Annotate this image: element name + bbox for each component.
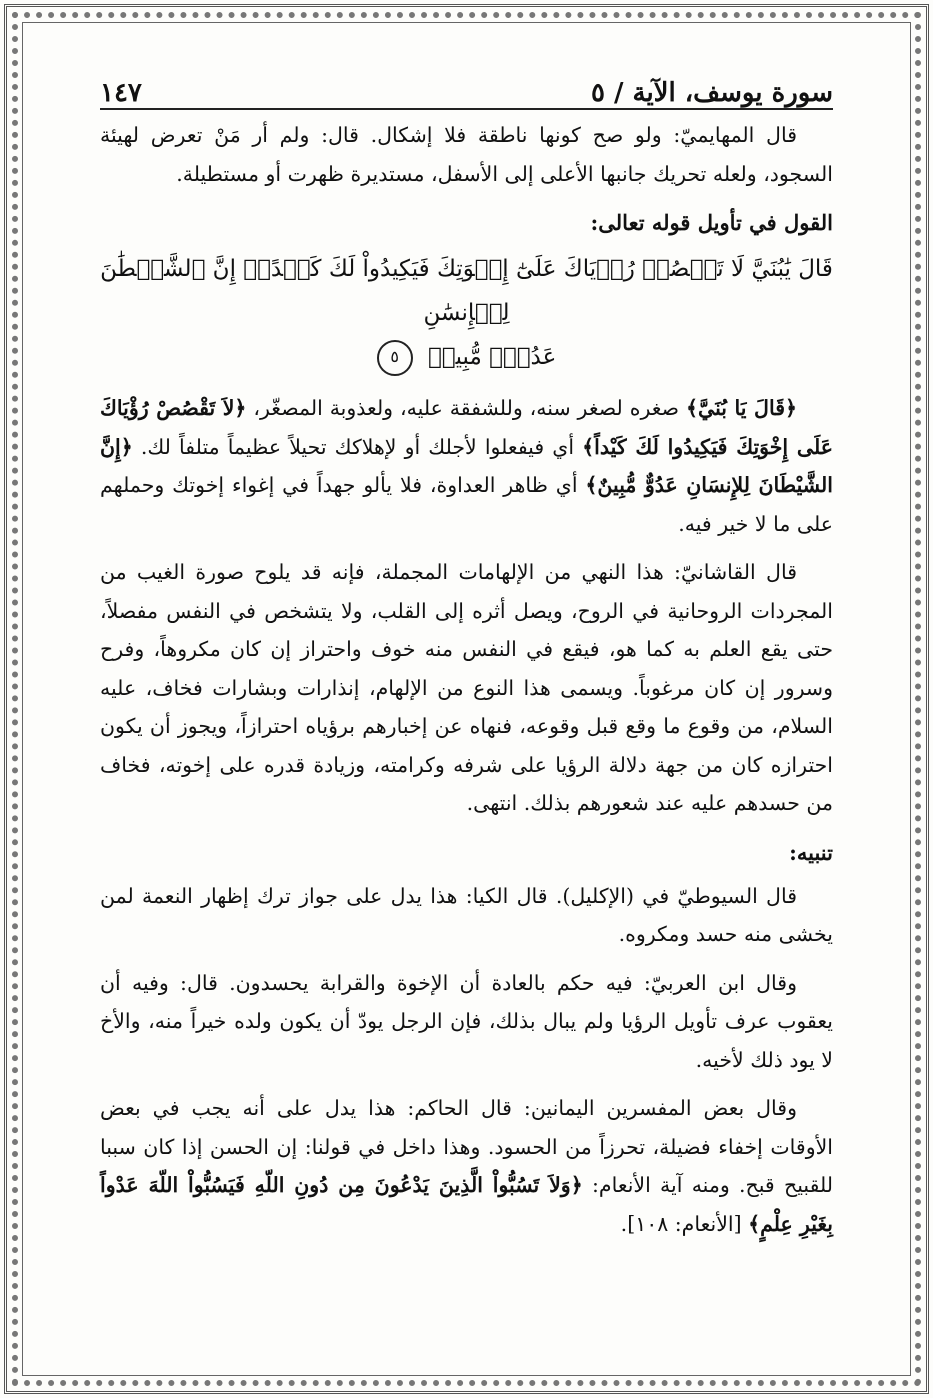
yamanin-text-1: وقال بعض المفسرين اليمانين: قال الحاكم: هذا يدل على أنه يجب في بعض الأوقات إخفاء فضيلة، تحرزاً من الحسود. وهذا داخل في قولنا: إن الحسن إذا كان سببا للقبيح قبح. ومنه آية الأنعام: [100, 1096, 833, 1197]
running-title: سورة يوسف، الآية / ٥ [590, 78, 833, 108]
paragraph-ibn-arabi: وقال ابن العربيّ: فيه حكم بالعادة أن الإخوة والقرابة يحسدون. قال: وفيه أن يعقوب عرف تأويل الرؤيا ولم يبال بذلك، فإن الرجل يودّ أن يكون ولده خيراً منه، والأخ لا يود ذلك لأخيه. [100, 970, 833, 1072]
commentary-text-2: أي فيفعلوا لأجلك أو لإهلاكك تحيلاً عظيماً متلفاً لك. [132, 434, 583, 459]
yamanin-text-2: [الأنعام: ١٠٨]. [620, 1211, 749, 1236]
quote-la-taqsus: ﴿لاَ تَقْصُصْ رُؤْيَاكَ عَلَى إِخْوَتِكَ فَيَكِيدُوا لَكَ كَيْداً﴾ [100, 396, 833, 459]
paragraph-mahaimi: قال المهايميّ: ولو صح كونها ناطقة فلا إشكال. قال: ولم أر مَنْ تعرض لهيئة السجود، ولعله تحريك جانبها الأعلى إلى الأسفل، مستديرة ظهرت أو مستطيلة. [100, 123, 833, 186]
commentary-text-1: صغره لصغر سنه، وللشفقة عليه، ولعذوبة المصغّر، [246, 396, 686, 420]
verse-line-1: قَالَ يَٰبُنَيَّ لَا تَقۡصُصۡ رُءۡيَاكَ عَلَىٰٓ إِخۡوَتِكَ فَيَكِيدُواْ لَكَ كَيۡدًاۖ إِنَّ ٱلشَّيۡطَٰنَ لِلۡإِنسَٰنِ [100, 256, 833, 326]
paragraph-suyuti: قال السيوطيّ في (الإكليل). قال الكيا: هذا يدل على جواز ترك إظهار النعمة لمن يخشى منه حسد ومكروه. [100, 883, 833, 946]
page-content [100, 110, 833, 1243]
quran-verse [100, 247, 833, 379]
paragraph-commentary [100, 389, 833, 543]
section-heading-tawil: القول في تأويل قوله تعالى: [590, 210, 833, 235]
book-page [100, 62, 833, 1338]
verse-line-2-text: عَدُوّٞ مُّبِينٞ [427, 344, 557, 370]
section-heading-tanbih: تنبيه: [789, 839, 833, 865]
quote-al-anam: ﴿وَلاَ تَسُبُّواْ الَّذِينَ يَدْعُونَ مِن دُونِ اللّهِ فَيَسُبُّواْ اللّهَ عَدْواً بِغَيْرِ عِلْمٍ﴾ [100, 1173, 833, 1236]
paragraph-qashani: قال القاشانيّ: هذا النهي من الإلهامات المجملة، فإنه قد يلوح صورة الغيب من المجردات الروحانية في الروح، ويصل أثره إلى القلب، ولا يتشخص في النفس مفصلاً، حتى يقع العلم به كما هو، فيقع في النفس منه خوف واحتراز إن كان مكروهاً، وفرح وسرور إن كان مرغوباً. ويسمى هذا النوع من الإلهام، إنذارات وبشارات فخاف، عليه السلام، من وقوع ما وقع قبل وقوعه، فنهاه عن إخبارهم برؤياه احترازاً، ويجوز أن يكون احترازه كان من جهة دلالة الرؤيا على شرفه وكرامته، وزيادة قدره على إخوته، فخاف من حسدهم عليه عند شعورهم بذلك. انتهى. [100, 560, 833, 815]
quote-inna-shaytan: ﴿إِنَّ الشَّيْطَانَ لِلإِنسَانِ عَدُوٌّ مُّبِينٌ﴾ [100, 434, 833, 497]
page-number: ١٤٧ [100, 78, 142, 108]
quote-qala-ya-bunayya: ﴿قَالَ يَا بُنَيَّ﴾ [686, 396, 798, 420]
running-header [100, 62, 833, 110]
commentary-text-3: أي ظاهر العداوة، فلا يألو جهداً في إغواء إخوتك وحملهم على ما لا خير فيه. [100, 473, 833, 536]
paragraph-yamanin [100, 1089, 833, 1243]
verse-line-2 [100, 335, 833, 379]
verse-number-medallion: ٥ [377, 340, 413, 376]
